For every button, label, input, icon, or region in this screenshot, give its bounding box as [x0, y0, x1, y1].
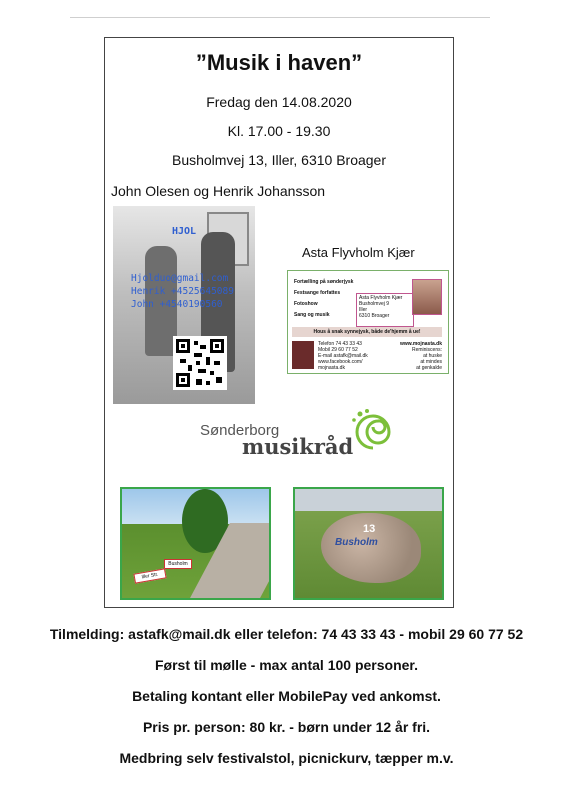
country-road-photo — [120, 487, 271, 600]
service-item: Sang og musik — [294, 312, 330, 318]
card-phone-line: mojnasta.dk — [318, 365, 345, 371]
service-list — [294, 277, 353, 321]
swirl-icon — [350, 408, 396, 454]
card-web-line: at genkalde — [416, 365, 442, 371]
band-phone-john: John +4540190560 — [131, 299, 223, 310]
band-contact — [131, 272, 234, 311]
signup-info: Tilmelding: astafk@mail.dk eller telefon: 74 43 33 43 - mobil 29 60 77 52 — [49, 626, 524, 642]
service-item: Fotoshow — [294, 301, 318, 307]
storyteller-card — [287, 270, 449, 374]
card-web — [400, 341, 442, 371]
storyteller-portrait — [412, 279, 442, 315]
bring-info: Medbring selv festivalstol, picnickurv, tæpper m.v. — [119, 750, 454, 766]
card-web-line: at mindes — [420, 359, 442, 365]
card-phone-line: Mobil 29 60 77 52 — [318, 347, 358, 353]
storyteller-name: Asta Flyvholm Kjær — [302, 245, 415, 260]
card-address-line: Busholmvej 9 — [359, 301, 390, 307]
event-poster — [104, 37, 454, 608]
road-sign: Busholm — [164, 559, 192, 569]
band-phone-henrik: Henrik +4525645089 — [131, 286, 234, 297]
service-item: Fortælling på sønderjysk — [294, 279, 354, 285]
card-phones — [318, 341, 368, 371]
card-address-line: 6310 Broager — [359, 313, 390, 319]
service-item: Festsange forfattes — [294, 290, 341, 296]
event-time: Kl. 17.00 - 19.30 — [227, 123, 331, 139]
price-info: Pris pr. person: 80 kr. - børn under 12 år fri. — [142, 719, 431, 735]
performers: John Olesen og Henrik Johansson — [111, 183, 326, 199]
band-name: HJOL — [171, 226, 197, 237]
qr-code — [173, 336, 227, 390]
card-phone-line: www.facebook.com/ — [318, 359, 363, 365]
logo-top-text: Sønderborg — [200, 422, 280, 439]
card-address — [356, 293, 414, 327]
house-number: 13 — [363, 523, 376, 535]
card-web-line: at huske — [423, 353, 442, 359]
card-phone-line: Telefon 74 43 33 43 — [318, 341, 362, 347]
capacity-info: Først til mølle - max antal 100 personer. — [155, 657, 418, 673]
event-date: Fredag den 14.08.2020 — [206, 94, 352, 110]
card-slogan: Hous å snak synnejysk, både de'hjemm å ue! — [292, 327, 442, 337]
divider-line — [70, 17, 490, 18]
address-stone-photo — [293, 487, 444, 600]
band-photo — [113, 206, 255, 404]
stone-street-name: Busholm — [335, 537, 378, 548]
event-address: Busholmvej 13, Iller, 6310 Broager — [171, 152, 386, 168]
band-email: Hjolduo@gmail.com — [131, 273, 229, 284]
card-web-line: Reminiscens: — [411, 347, 442, 353]
card-image — [292, 341, 314, 369]
card-phone-line: E-mail astafk@mail.dk — [318, 353, 368, 359]
card-web-line: www.mojnasta.dk — [399, 341, 442, 347]
logo-bottom-text: musikråd — [242, 434, 354, 459]
road-sign: Iller Str. — [133, 568, 166, 583]
poster-title: ”Musik i haven” — [195, 50, 363, 75]
payment-info: Betaling kontant eller MobilePay ved ankomst. — [132, 688, 441, 704]
card-address-line: Iller — [359, 307, 368, 313]
card-address-line: Asta Flyvholm Kjær — [359, 295, 403, 301]
